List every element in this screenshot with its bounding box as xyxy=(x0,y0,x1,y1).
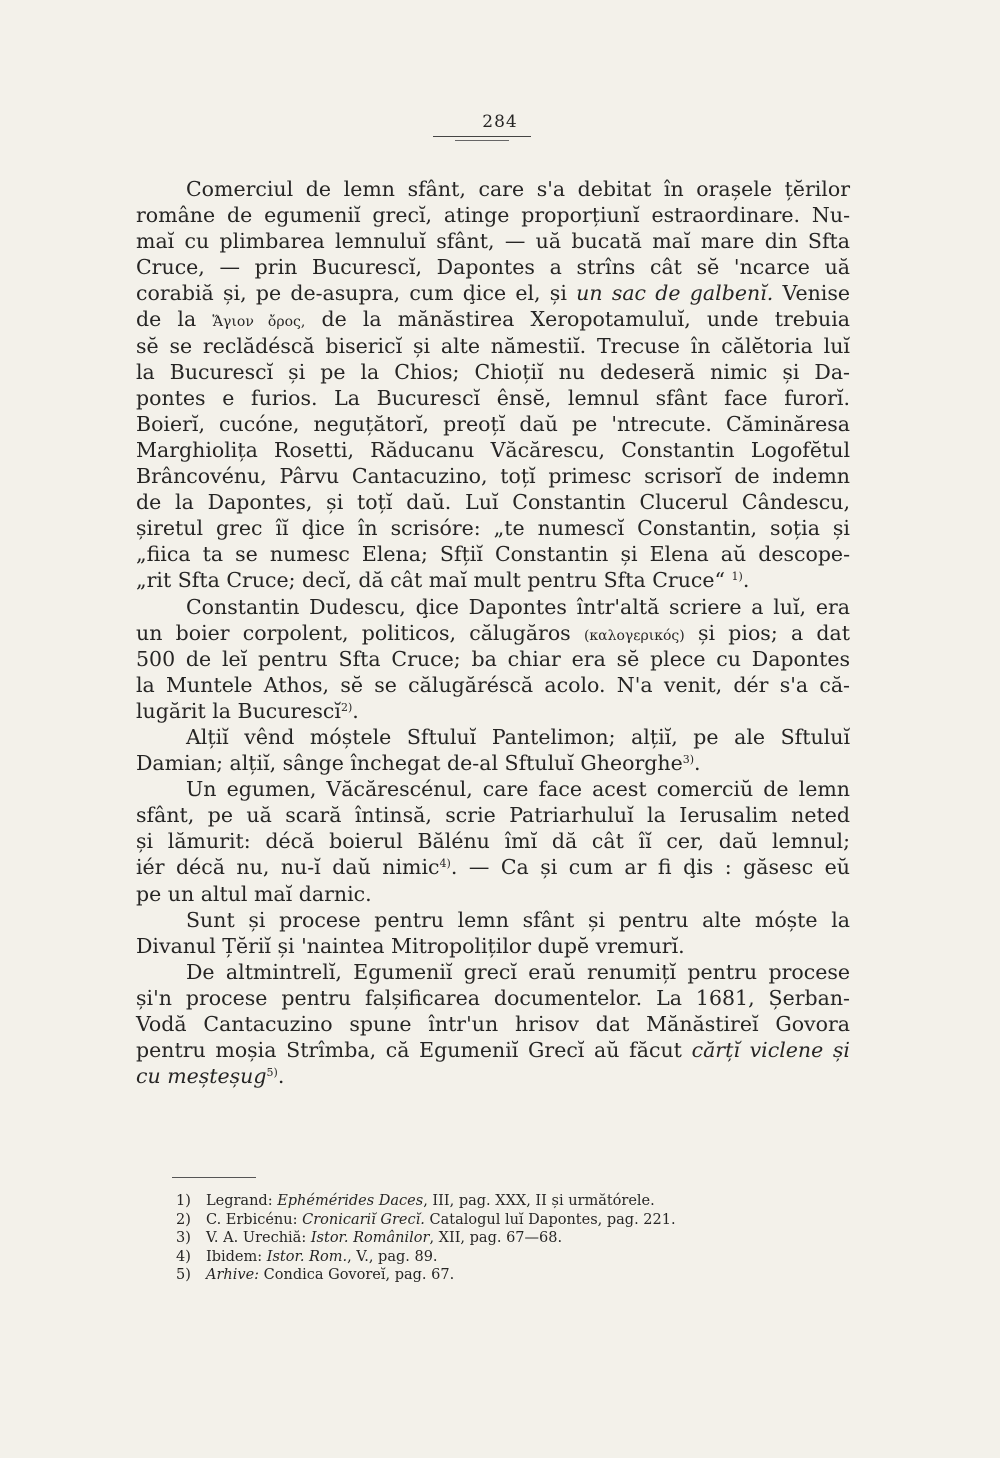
text-line: Brâncovénu, Pârvu Cantacuzino, toțĭ primesc scrisorĭ de indemn xyxy=(136,464,850,489)
text-line: Cruce, — prin Bucurescĭ, Dapontes a strîns cât sĕ 'ncarce uă xyxy=(136,255,850,280)
text-line: Alțiĭ vênd móștele Sftuluĭ Pantelimon; alțiĭ, pe ale Sftuluĭ xyxy=(186,724,850,749)
italic-phrase: cărțĭ viclene și xyxy=(691,1038,850,1063)
text-line: Marghiolița Rosetti, Răducanu Văcărescu, Constantin Logofĕtul xyxy=(136,437,850,462)
italic-phrase: un sac de galbenĭ. xyxy=(576,281,774,306)
text-line: Divanul Țĕriĭ și 'naintea Mitropoliților dupĕ vremurĭ. xyxy=(136,933,685,958)
footnote-ref: 4) xyxy=(439,857,451,871)
footnote-ref: 2) xyxy=(340,700,353,714)
text-line: pe un altul maĭ darnic. xyxy=(136,881,372,906)
text-line: la Muntele Athos, sĕ se călugăréscă acolo. N'a venit, dér s'a că- xyxy=(136,672,850,697)
greek-phrase: Ἅγιον ὄρος, xyxy=(212,314,306,331)
footnote: 5) Arhive: Condica Govoreĭ, pag. 67. xyxy=(176,1267,455,1284)
text-line: șiretul grec îĭ ḑice în scrisóre: „te numescĭ Constantin, soția și xyxy=(136,516,850,541)
footnote-ref: 3) xyxy=(682,753,695,767)
text-line: „fiica ta se numesc Elena; Sfțiĭ Constantin și Elena aŭ descope- xyxy=(136,542,850,567)
greek-phrase: (καλογερικός) xyxy=(583,627,685,644)
text-line: la Bucurescĭ și pe la Chios; Chioțiĭ nu dedeseră nimic și Da- xyxy=(136,359,850,384)
text-line: Un egumen, Văcărescénul, care face acest comerciŭ de lemn xyxy=(186,777,850,802)
page-number: 284 xyxy=(482,112,518,132)
text-line: și lămurit: décă boierul Bălénu îmĭ dă cât îĭ cer, daŭ lemnul; xyxy=(136,829,850,854)
footnote: 1) Legrand: Ephémérides Daces, III, pag. XXX, II și următórele. xyxy=(176,1193,655,1209)
text-line: Damian; alțiĭ, sânge închegat de-al Sftuluĭ Gheorghe$^{3)}$. xyxy=(136,751,701,776)
text-line: iér décă nu, nu-ĭ daŭ nimic$^{4)}$. — Ca și cum ar fi ḑis : găsesc eŭ xyxy=(136,855,851,880)
text-line: cu meșteșug$^{5)}$. xyxy=(136,1064,285,1089)
text-line: și'n procese pentru falșificarea documentelor. La 1681, Șerban- xyxy=(136,985,850,1010)
text-line: maĭ cu plimbarea lemnuluĭ sfânt, — uă bucată maĭ mare din Sfta xyxy=(136,229,850,254)
text-line: sĕ se reclădéscă bisericĭ și alte nămestiĭ. Trecuse în călĕtoria luĭ xyxy=(136,333,850,358)
text-line: Vodă Cantacuzino spune într'un hrisov dat Mănăstireĭ Govora xyxy=(136,1012,850,1036)
text-line: 500 de leĭ pentru Sfta Cruce; ba chiar era sĕ plece cu Dapontes xyxy=(136,646,850,671)
text-line: „rit Sfta Cruce; decĭ, dă cât maĭ mult pentru Sfta Cruce“ $^{1)}$. xyxy=(136,568,750,593)
text-line: De altmintrelĭ, Egumeniĭ grecĭ eraŭ renumițĭ pentru procese xyxy=(186,959,850,984)
text-line: Sunt și procese pentru lemn sfânt și pentru alte móște la xyxy=(186,907,850,932)
text-line: un boier corpolent, politicos, călugăros (καλογερικός) și pios; a dat xyxy=(136,620,850,645)
text-line: Comerciul de lemn sfânt, care s'a debitat în orașele țĕrilor xyxy=(186,177,850,201)
footnote-ref: 1) xyxy=(731,570,743,584)
text-line: de la Ἅγιον ὄρος, de la mănăstirea Xeropotamuluĭ, unde trebuia xyxy=(136,307,850,332)
italic-phrase: cu meșteșug xyxy=(136,1064,267,1089)
footnotes xyxy=(176,1192,836,1285)
page-number-rule-short xyxy=(455,140,509,141)
text-line: Constantin Dudescu, ḑice Dapontes într'altă scriere a luĭ, era xyxy=(186,594,850,619)
text-line: corabiă și, pe de-asupra, cum ḑice el, și un sac de galbenĭ. Venise xyxy=(136,281,850,306)
footnote-ref: 5) xyxy=(266,1066,278,1080)
page-number-rule xyxy=(433,136,531,137)
text-line: Boierĭ, cucóne, neguțătorĭ, preoțĭ daŭ pe 'ntrecute. Căminăresa xyxy=(136,411,850,436)
text-line: pentru moșia Strîmba, că Egumeniĭ Grecĭ aŭ făcut cărțĭ viclene și xyxy=(136,1038,850,1063)
body-text xyxy=(136,176,850,1089)
text-line: lugărit la Bucurescĭ$^{2)}$. xyxy=(136,698,359,723)
footnote: 2) C. Erbicénu: Cronicariĭ Grecĭ. Catalogul luĭ Dapontes, pag. 221. xyxy=(176,1211,676,1228)
text-line: de la Dapontes, și toțĭ daŭ. Luĭ Constantin Clucerul Cândescu, xyxy=(136,490,850,515)
footnote-separator xyxy=(172,1177,256,1178)
footnote: 4) Ibidem: Istor. Rom., V., pag. 89. xyxy=(176,1248,438,1265)
text-line: pontes e furios. La Bucurescĭ ênsĕ, lemnul sfânt face furorĭ. xyxy=(136,385,850,410)
text-line: sfânt, pe uă scară întinsă, scrie Patriarhuluĭ la Ierusalim neted xyxy=(136,803,850,828)
footnote: 3) V. A. Urechiă: Istor. Românilor, XII, pag. 67—68. xyxy=(176,1230,563,1247)
text-line: române de egumeniĭ grecĭ, atinge proporțiunĭ estraordinare. Nu- xyxy=(136,203,850,228)
